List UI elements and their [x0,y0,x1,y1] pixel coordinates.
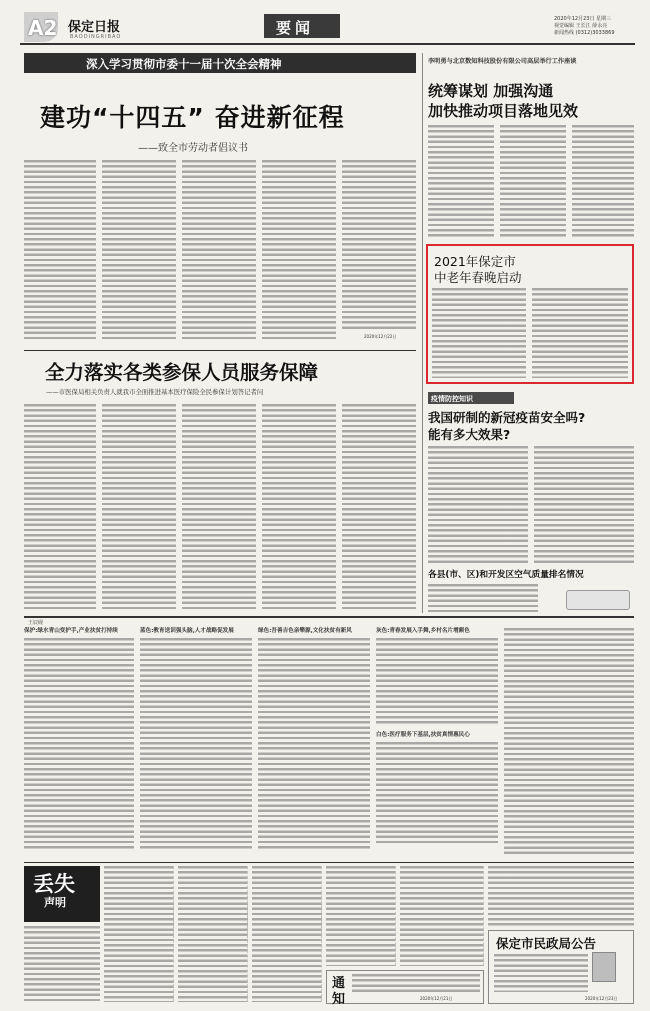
bottom-col-3 [258,628,370,860]
right-body-col-1 [428,125,494,237]
lead-body-col-4 [262,160,336,340]
phone-label: 新闻热线 [554,30,575,36]
right-headline-1: 统筹谋划 加强沟通 [428,82,554,100]
insurance-body-col-1 [24,404,96,609]
vaccine-body-col-1 [428,446,528,564]
bottom-col-1-head: 保护:绿水青山变护手,产业扶贫打持续 [24,628,118,634]
right-body-col-3 [572,125,634,237]
bottom-top-rule [24,616,634,618]
insurance-top-rule [24,350,416,351]
bottom-col-5-body [376,742,498,846]
lost-ad-subtitle: 声明 [44,896,66,909]
notice-ad-body [352,974,480,992]
bottom-col-2-body [140,638,252,850]
lead-body-col-2 [102,160,176,340]
air-body-col-1 [428,584,538,612]
date-line [554,16,611,22]
classified-col-5 [400,866,484,966]
page-tag-text: A2 [28,16,58,40]
right-headline-2: 加快推动项目落地见效 [428,102,579,120]
classified-col-2 [178,866,248,1002]
editor-label: 视觉编辑 [554,23,575,29]
bottom-tag: 王辰砚 [28,620,44,626]
child-photo [592,952,616,982]
issue-weekday: 星期三 [596,16,612,22]
vaccine-headline-2: 能有多大效果? [428,427,511,442]
lead-headline: 建功“十四五” 奋进新征程 [40,103,345,132]
masthead-rule [20,43,635,45]
gala-body-col-1 [432,288,526,378]
insurance-subhead: ——市医保局相关负责人就我市全面推进基本医疗保险全民参保计划答记者问 [46,388,264,396]
lost-ad-title: 丢失 [33,872,75,896]
bottom-col-3-head: 绿色:吾善吉色亲樂源,文化扶贫有新风 [258,628,352,634]
insurance-body-col-2 [102,404,176,609]
paper-name: 保定日报 [68,20,121,35]
proof-name: 薛永亮 [592,23,608,29]
gov-notice-title: 保定市民政局公告 [496,936,597,951]
gala-body-col-2 [532,288,628,378]
insurance-body-col-5 [342,404,416,609]
air-logo [566,590,630,610]
lead-body-col-1 [24,160,96,340]
lead-body-col-5 [342,160,416,330]
insurance-body-col-3 [182,404,256,609]
lead-subhead: ——致全市劳动者倡议书 [138,143,248,154]
insurance-body-col-4 [262,404,336,609]
bottom-col-3-body [258,638,370,850]
theme-banner-text: 深入学习贯彻市委十一届十次全会精神 [86,57,282,71]
issue-date: 2020年12月23日 [554,16,595,22]
editor-line [554,23,607,29]
lead-date-line: 2020年12月22日 [364,334,397,339]
bottom-col-4-head: 灰色:青春发展入手舞,乡村名片增颜色 [376,628,470,634]
bottom-col-6 [504,628,634,854]
notice-ad-title-1: 通 [332,976,346,991]
gala-headline-2: 中老年春晚启动 [434,270,522,285]
bottom-col-4 [376,628,498,860]
gov-notice-date: 2020年12月23日 [585,996,618,1001]
vaccine-headline-1: 我国研制的新冠疫苗安全吗? [428,410,586,425]
air-headline: 各县(市、区)和开发区空气质量排名情况 [428,570,584,580]
bottom-col-4-body [376,638,498,726]
phone-line [554,30,615,36]
classified-col-1 [104,866,174,1002]
classified-col-4 [326,866,396,966]
column-divider [422,53,423,613]
section-title: 要闻 [276,19,315,37]
ads-top-rule [24,862,634,863]
notice-ad-title-2: 知 [332,992,346,1007]
bottom-col-2 [140,628,252,860]
classified-col-6 [488,866,634,926]
lead-body-col-3 [182,160,256,340]
phone-number: (0312)3033869 [575,30,615,36]
editor-name: 王长江 [575,23,591,29]
vaccine-body-col-2 [534,446,634,564]
classified-col-3 [252,866,322,1002]
right-kicker: 李明勇与北京数知科技股份有限公司高层举行工作座谈 [428,58,577,65]
gov-notice-body [494,954,588,992]
lost-ad-note [24,926,100,1002]
bottom-col-1-body [24,638,134,850]
notice-ad-date: 2020年12月21日 [420,996,453,1001]
right-body-col-2 [500,125,566,237]
vaccine-tag: 疫情防控知识 [431,395,473,403]
gala-headline-1: 2021年保定市 [434,254,516,269]
bottom-col-2-head: 蓝色:教育送训强头脑,人才战略促发展 [140,628,234,634]
bottom-col-5-head: 白色:医疗服务下基层,扶贫真情惠民心 [376,732,470,738]
bottom-col-1 [24,628,134,860]
masthead [20,10,635,50]
paper-pinyin: BAODINGRIBAO [70,34,122,40]
insurance-headline: 全力落实各类参保人员服务保障 [45,361,319,384]
